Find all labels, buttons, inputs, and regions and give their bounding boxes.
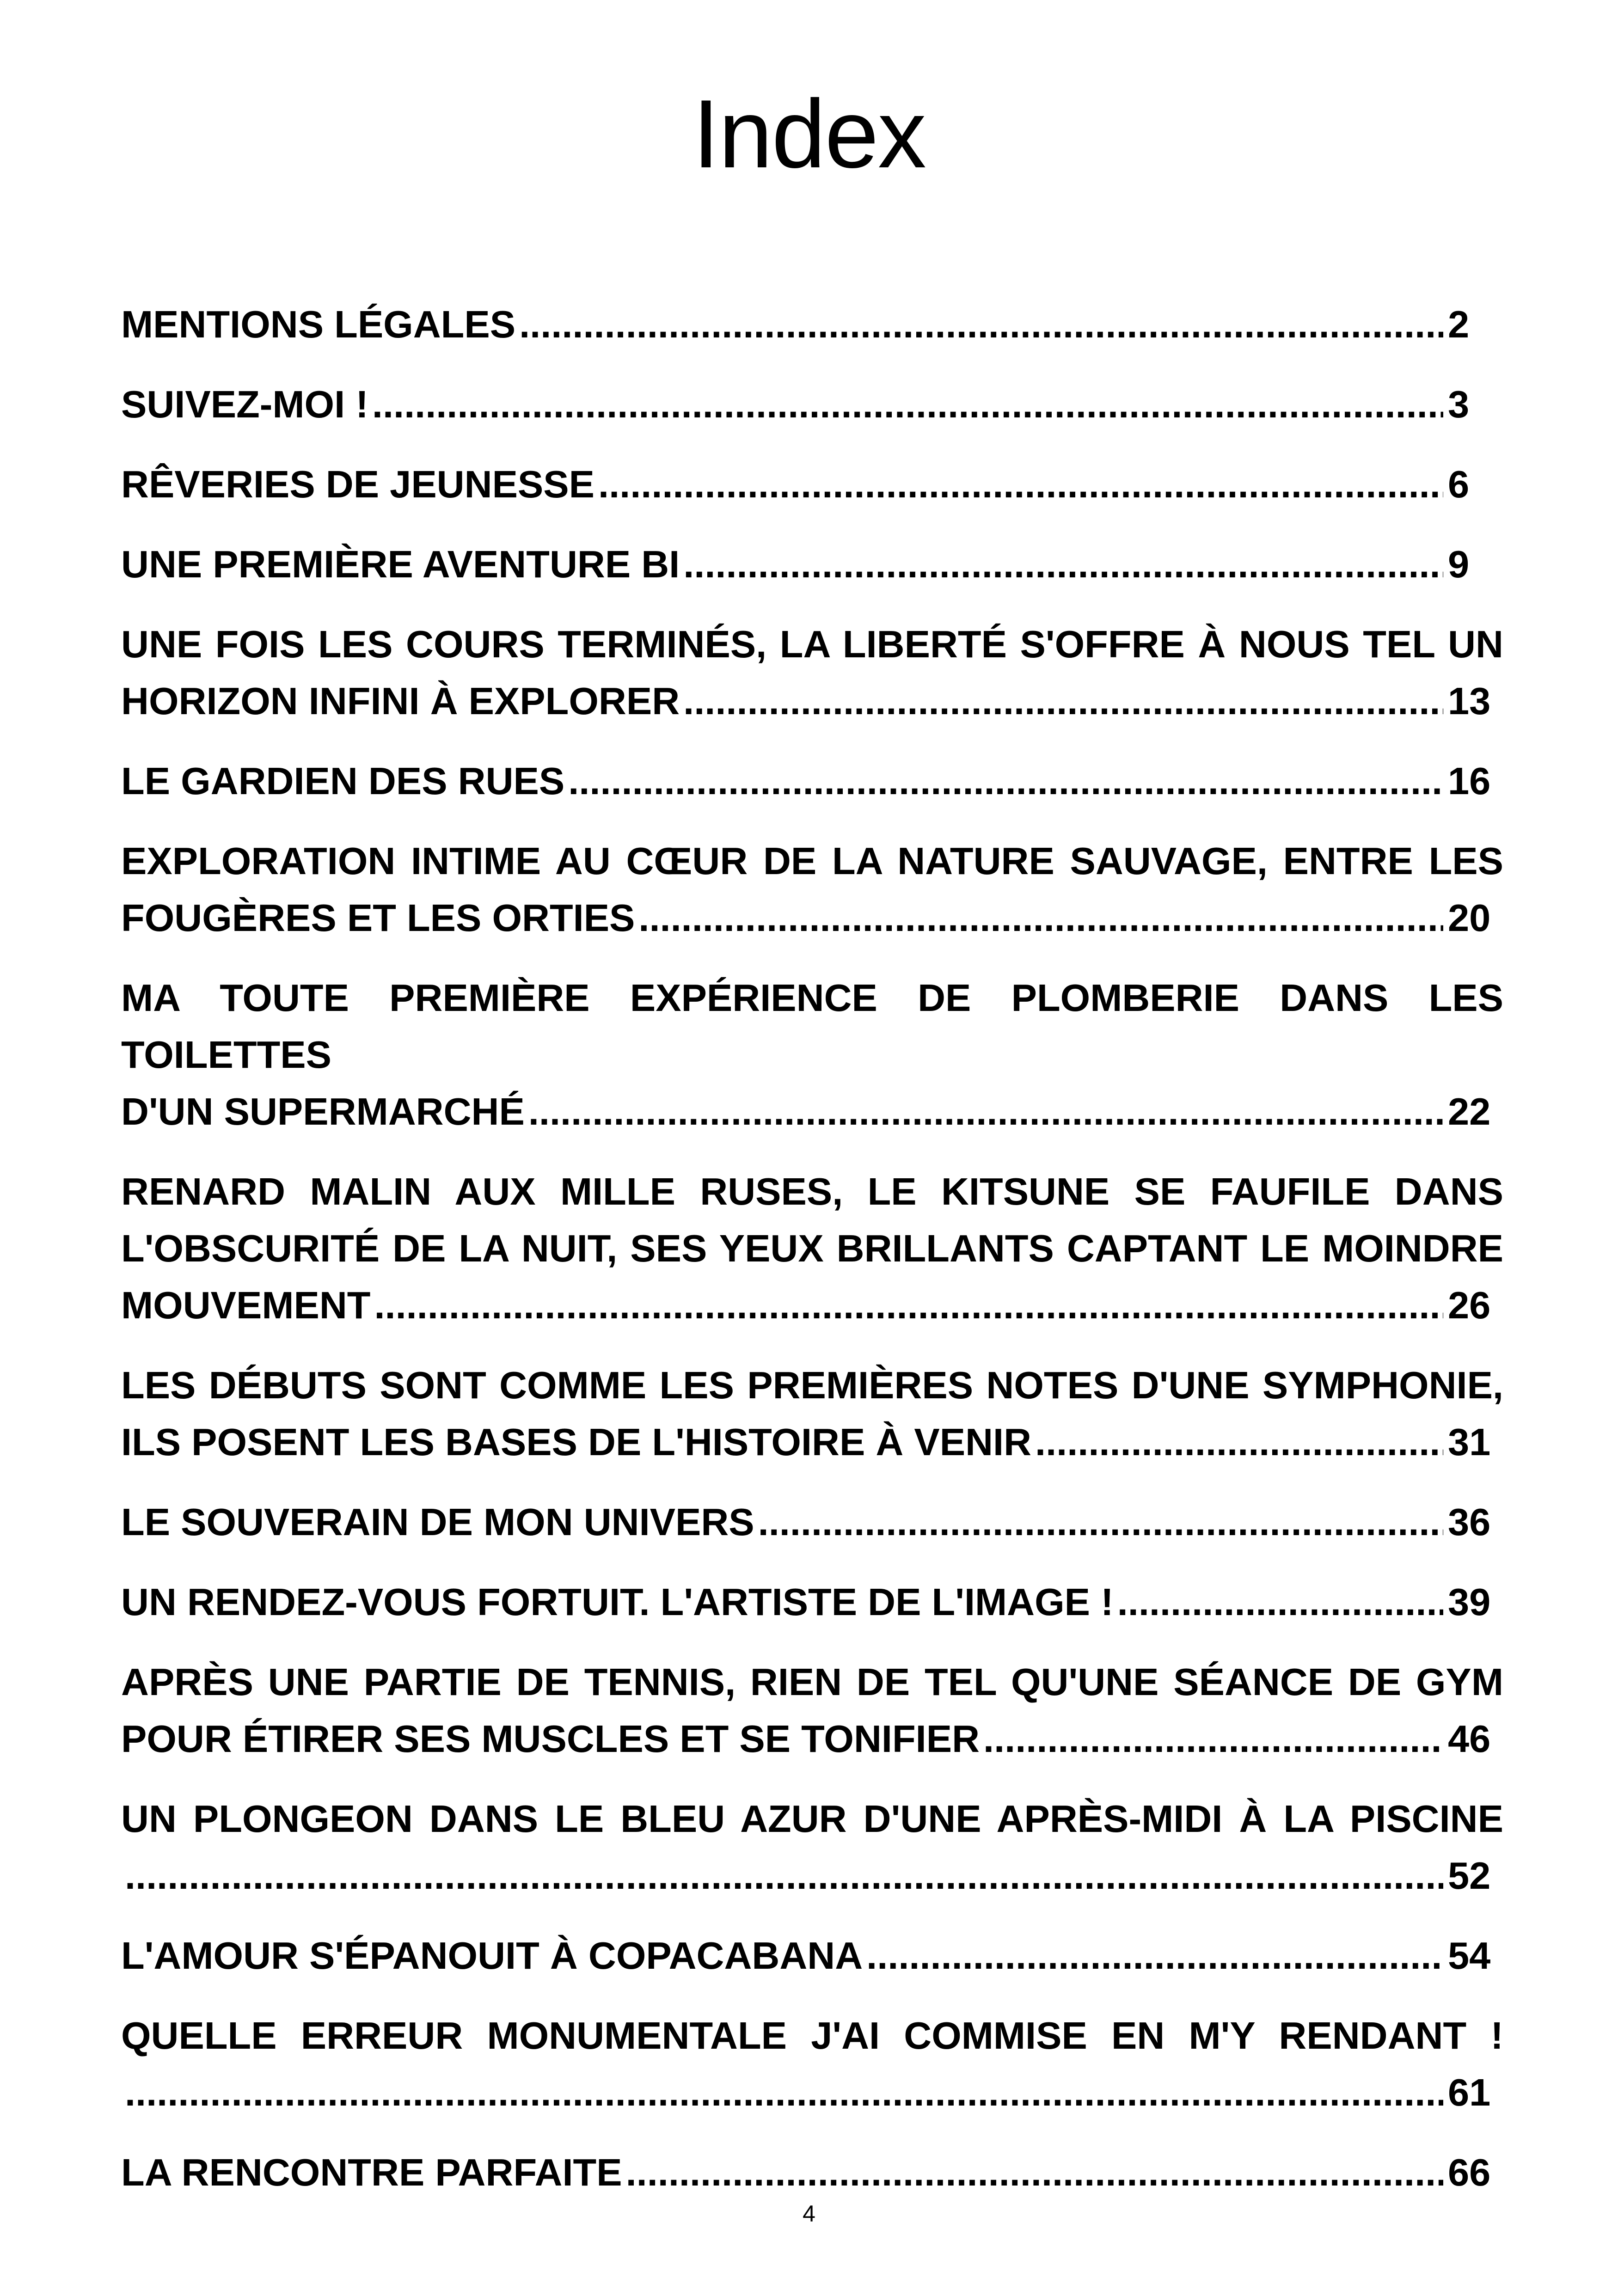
toc-entry[interactable] bbox=[121, 753, 1503, 809]
toc-entry-page-number: 20 bbox=[1448, 896, 1491, 939]
dot-leader bbox=[372, 376, 1443, 433]
toc-entry-title: MOUVEMENT bbox=[121, 1284, 371, 1327]
toc-entry-title: LA RENCONTRE PARFAITE bbox=[121, 2151, 622, 2194]
toc-entry-title: FOUGÈRES ET LES ORTIES bbox=[121, 896, 635, 939]
toc-entry-title-line: QUELLE ERREUR MONUMENTALE J'AI COMMISE EN M'Y RENDANT ! bbox=[121, 2014, 1503, 2057]
dot-leader bbox=[683, 673, 1443, 729]
toc-entry[interactable] bbox=[121, 1653, 1503, 1767]
toc-entry-title-line: LES DÉBUTS SONT COMME LES PREMIÈRES NOTES D'UNE SYMPHONIE, bbox=[121, 1364, 1503, 1407]
toc-entry[interactable] bbox=[121, 376, 1503, 433]
dot-leader bbox=[1035, 1414, 1443, 1470]
toc-entry-page-number: 54 bbox=[1448, 1934, 1491, 1977]
toc-entry-page-number: 22 bbox=[1448, 1090, 1491, 1133]
toc-entry-title: L'AMOUR S'ÉPANOUIT À COPACABANA bbox=[121, 1934, 863, 1977]
dot-leader bbox=[638, 889, 1443, 946]
toc-entry-title: POUR ÉTIRER SES MUSCLES ET SE TONIFIER bbox=[121, 1717, 980, 1760]
toc-entry-page-number: 26 bbox=[1448, 1284, 1491, 1327]
toc-entry[interactable] bbox=[121, 2144, 1503, 2201]
toc-entry-page-number: 9 bbox=[1448, 543, 1470, 586]
toc-entry[interactable] bbox=[121, 616, 1503, 729]
toc-entry-title-line: APRÈS UNE PARTIE DE TENNIS, RIEN DE TEL QU'UNE SÉANCE DE GYM bbox=[121, 1660, 1503, 1703]
toc-entry[interactable] bbox=[121, 296, 1503, 353]
toc-entry-page-number: 61 bbox=[1448, 2071, 1491, 2114]
page-number: 4 bbox=[803, 2201, 815, 2227]
toc-entry-page-number: 3 bbox=[1448, 383, 1470, 426]
toc-entry-page-number: 46 bbox=[1448, 1717, 1491, 1760]
dot-leader bbox=[683, 536, 1443, 593]
toc-entry-title: SUIVEZ-MOI ! bbox=[121, 383, 368, 426]
dot-leader bbox=[626, 2144, 1443, 2201]
toc-entry[interactable] bbox=[121, 1790, 1503, 1904]
toc-entry-title-line: MA TOUTE PREMIÈRE EXPÉRIENCE DE PLOMBERIE DANS LES TOILETTES bbox=[121, 976, 1503, 1076]
toc-entry[interactable] bbox=[121, 1357, 1503, 1470]
toc-entry-title-line: UNE FOIS LES COURS TERMINÉS, LA LIBERTÉ S'OFFRE À NOUS TEL UN bbox=[121, 623, 1503, 666]
dot-leader bbox=[983, 1710, 1443, 1767]
toc-entry-title-line: RENARD MALIN AUX MILLE RUSES, LE KITSUNE SE FAUFILE DANS bbox=[121, 1170, 1503, 1213]
toc-entry[interactable] bbox=[121, 969, 1503, 1140]
toc-entry-title-line: L'OBSCURITÉ DE LA NUIT, SES YEUX BRILLANTS CAPTANT LE MOINDRE bbox=[121, 1227, 1503, 1270]
toc-entry-title: D'UN SUPERMARCHÉ bbox=[121, 1090, 525, 1133]
toc-entry-title: LE SOUVERAIN DE MON UNIVERS bbox=[121, 1500, 754, 1543]
toc-entry-title: HORIZON INFINI À EXPLORER bbox=[121, 680, 680, 722]
toc-entry-page-number: 2 bbox=[1448, 303, 1470, 346]
dot-leader bbox=[374, 1277, 1444, 1334]
toc-entry-page-number: 66 bbox=[1448, 2151, 1491, 2194]
toc-entry-title: LE GARDIEN DES RUES bbox=[121, 759, 565, 802]
toc-entry[interactable] bbox=[121, 2007, 1503, 2121]
toc-entry-page-number: 6 bbox=[1448, 463, 1470, 506]
toc-entry-title: ILS POSENT LES BASES DE L'HISTOIRE À VENIR bbox=[121, 1420, 1032, 1463]
toc-entry-title-line: UN PLONGEON DANS LE BLEU AZUR D'UNE APRÈS-MIDI À LA PISCINE bbox=[121, 1797, 1503, 1840]
page-title: Index bbox=[693, 80, 925, 188]
dot-leader bbox=[125, 2064, 1443, 2121]
toc-entry-page-number: 52 bbox=[1448, 1854, 1491, 1897]
toc-entry[interactable] bbox=[121, 1494, 1503, 1550]
toc-entry-title-line: EXPLORATION INTIME AU CŒUR DE LA NATURE SAUVAGE, ENTRE LES bbox=[121, 839, 1503, 882]
toc-entry-title: UNE PREMIÈRE AVENTURE BI bbox=[121, 543, 680, 586]
toc-entry-page-number: 39 bbox=[1448, 1580, 1491, 1623]
toc-entry[interactable] bbox=[121, 456, 1503, 513]
dot-leader bbox=[598, 456, 1443, 513]
toc-entry[interactable] bbox=[121, 833, 1503, 946]
toc-entry-page-number: 31 bbox=[1448, 1420, 1491, 1463]
table-of-contents bbox=[121, 296, 1503, 2224]
toc-entry-page-number: 36 bbox=[1448, 1500, 1491, 1543]
toc-entry[interactable] bbox=[121, 1163, 1503, 1334]
toc-entry-title: MENTIONS LÉGALES bbox=[121, 303, 516, 346]
dot-leader bbox=[758, 1494, 1443, 1550]
dot-leader bbox=[125, 1847, 1443, 1904]
dot-leader bbox=[568, 753, 1443, 809]
dot-leader bbox=[1117, 1574, 1443, 1630]
toc-entry[interactable] bbox=[121, 1574, 1503, 1630]
dot-leader bbox=[866, 1927, 1443, 1984]
toc-entry[interactable] bbox=[121, 536, 1503, 593]
toc-entry[interactable] bbox=[121, 1927, 1503, 1984]
toc-entry-title: RÊVERIES DE JEUNESSE bbox=[121, 463, 595, 506]
toc-entry-title: UN RENDEZ-VOUS FORTUIT. L'ARTISTE DE L'IMAGE ! bbox=[121, 1580, 1114, 1623]
toc-entry-page-number: 16 bbox=[1448, 759, 1491, 802]
dot-leader bbox=[519, 296, 1443, 353]
toc-entry-page-number: 13 bbox=[1448, 680, 1491, 722]
dot-leader bbox=[528, 1083, 1443, 1140]
